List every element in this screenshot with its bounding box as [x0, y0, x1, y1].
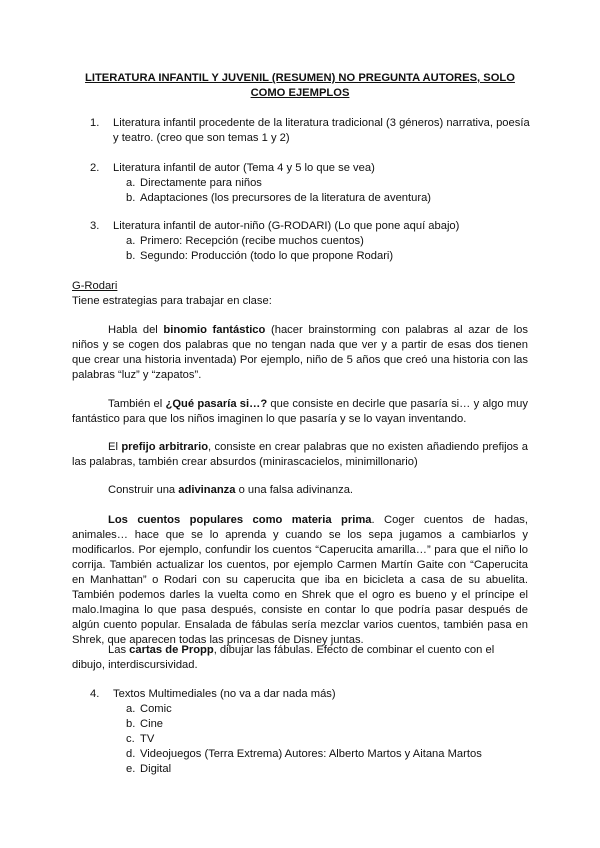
item-number: 2.: [90, 162, 100, 174]
subitem-letter: b.: [126, 250, 136, 262]
bold-term: cartas de Propp: [129, 644, 214, 656]
subitem-letter: a.: [126, 177, 136, 189]
bold-term: binomio fantástico: [163, 324, 266, 336]
item-text: Literatura infantil de autor (Tema 4 y 5 lo que se vea): [113, 162, 375, 174]
paragraph-adivinanza: [72, 483, 528, 498]
text-run: o una falsa adivinanza.: [235, 484, 354, 496]
subitem-text: Adaptaciones (los precursores de la literatura de aventura): [140, 192, 432, 204]
section-intro: Tiene estrategias para trabajar en clase:: [72, 295, 272, 307]
text-run: El: [108, 441, 122, 453]
subitem-letter: b.: [126, 718, 136, 730]
item-text: Textos Multimediales (no va a dar nada más): [113, 688, 336, 700]
item-text: Literatura infantil procedente de la literatura tradicional (3 géneros) narrativa, poesía y teatro. (creo que son temas 1 y 2): [113, 117, 530, 144]
text-run: También el: [108, 398, 166, 410]
text-run: Habla del: [108, 324, 164, 336]
section-heading-rodari: G-Rodari: [72, 280, 118, 292]
subitem-text: Directamente para niños: [140, 177, 262, 189]
page-title: LITERATURA INFANTIL Y JUVENIL (RESUMEN) NO PREGUNTA AUTORES, SOLO COMO EJEMPLOS: [85, 72, 515, 99]
subitem-letter: c.: [126, 733, 135, 745]
subitem-letter: d.: [126, 748, 136, 760]
list-item-1: [72, 116, 532, 146]
item-text: Literatura infantil de autor-niño (G-RODARI) (Lo que pone aquí abajo): [113, 220, 460, 232]
text-run: que consiste en decirle que pasaría si… y algo muy fantástico para que los niños imaginen lo que pasaría y se lo vayan inventando.: [72, 398, 528, 425]
subitem-text: TV: [140, 733, 155, 745]
paragraph-que-pasaria: [72, 397, 528, 427]
list-item-2: [72, 161, 532, 206]
text-run: . Coger cuentos de hadas, animales… hace que se lo aprenda y cuando se los sepa jugamos a cambiarlos y modificarlos. Por ejemplo, confundir los cuentos “Caperucita amarilla…” para que el niño lo corrija. También actualizar los cuentos, por ejemplo Carmen Martín Gaite con “Caperucita en Manhattan” o Rodari con su caperucita que iba en bicicleta a casa de su abuelita. También podemos darles la vuelta como en Shrek que el ogro es bueno y el príncipe el malo.Imagina lo que pasa después, consiste en contar lo que podría pasar después de algún cuento popular. Ensalada de fábulas sería mezclar varios cuentos, también pasa en Shrek, que aparecen todas las princesas de Disney juntas.: [72, 514, 529, 646]
subitem-letter: a.: [126, 235, 136, 247]
paragraph-cuentos-populares: [72, 513, 528, 648]
item-number: 1.: [90, 117, 100, 129]
list-item-4: [72, 687, 532, 777]
text-run: (hacer brainstorming con palabras al azar de los niños y se cogen dos palabras que no tengan nada que ver y a partir de esas dos tienen que crear una historia inventada) Por ejemplo, niño de 5 años que creó una historia con las palabras “luz” y “zapatos”.: [72, 324, 528, 381]
bold-term: adivinanza: [178, 484, 236, 496]
text-run: , consiste en crear palabras que no existen añadiendo prefijos a las palabras, también crear absurdos (minirascacielos, minimillonario): [72, 441, 528, 468]
bold-term: Los cuentos populares como materia prima: [108, 514, 372, 526]
bold-term: ¿Qué pasaría si…?: [165, 398, 268, 410]
item-number: 3.: [90, 220, 100, 232]
subitem-text: Cine: [140, 718, 164, 730]
paragraph-binomio: [72, 323, 528, 383]
paragraph-prefijo: [72, 440, 528, 470]
subitem-letter: a.: [126, 703, 136, 715]
bold-term: prefijo arbitrario: [121, 441, 209, 453]
subitem-text: Segundo: Producción (todo lo que propone Rodari): [140, 250, 394, 262]
text-run: Las: [108, 644, 130, 656]
subitem-text: Comic: [140, 703, 172, 715]
subitem-letter: b.: [126, 192, 136, 204]
text-run: Construir una: [108, 484, 179, 496]
item-number: 4.: [90, 688, 100, 700]
subitem-text: Primero: Recepción (recibe muchos cuentos): [140, 235, 364, 247]
subitem-text: Videojuegos (Terra Extrema) Autores: Alberto Martos y Aitana Martos: [140, 748, 482, 760]
paragraph-propp: [72, 643, 528, 673]
text-run: , dibujar las fábulas. Efecto de combinar el cuento con el dibujo, interdiscursividad.: [72, 644, 495, 671]
subitem-text: Digital: [140, 763, 172, 775]
subitem-letter: e.: [126, 763, 136, 775]
list-item-3: [72, 219, 532, 264]
